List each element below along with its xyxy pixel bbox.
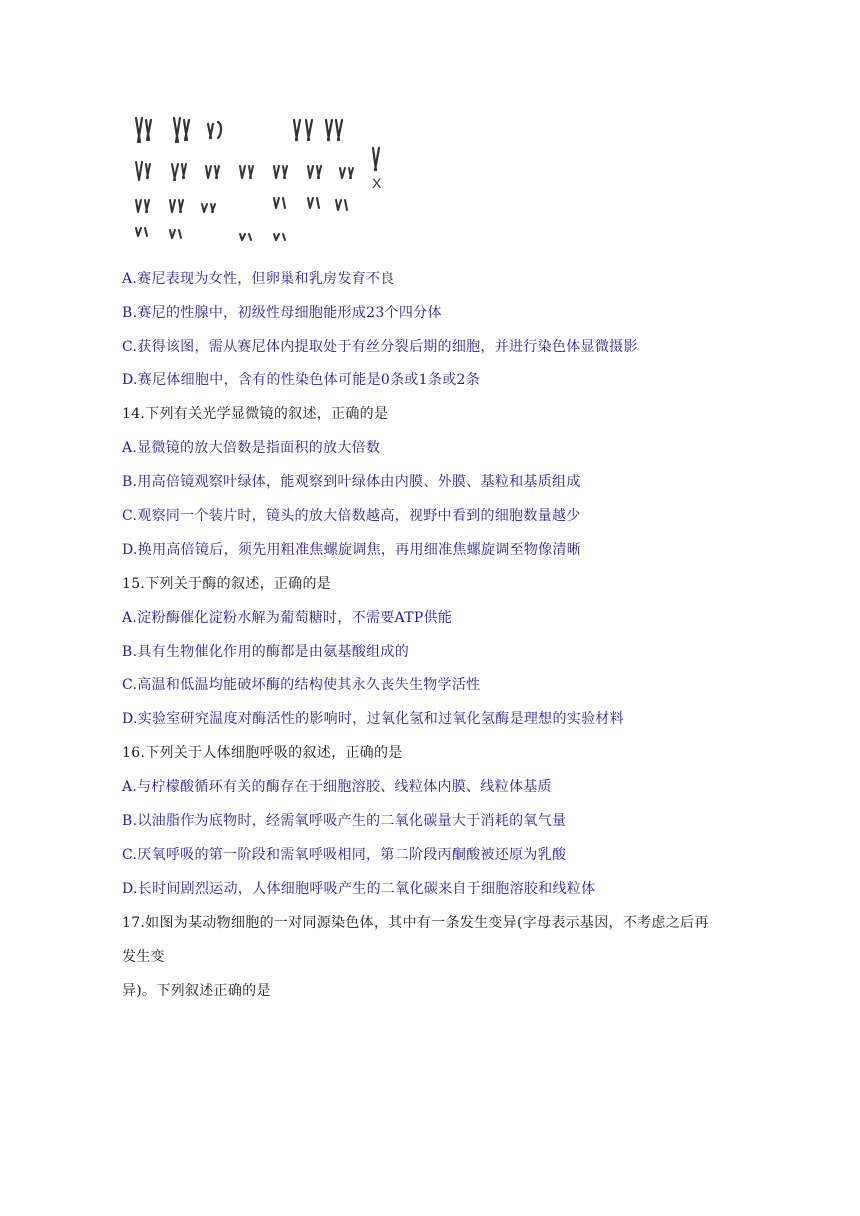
karyotype-figure: [122, 108, 390, 250]
line-11: A.淀粉酶催化淀粉水解为葡萄糖时，不需要ATP供能: [122, 610, 453, 626]
line-9: D.换用高倍镜后，须先用粗准焦螺旋调焦，再用细准焦螺旋调至物像清晰: [122, 542, 582, 558]
line-1: A.赛尼表现为女性，但卵巢和乳房发育不良: [122, 271, 395, 287]
line-2: B.赛尼的性腺中，初级性母细胞能形成23个四分体: [122, 305, 442, 321]
line-3: C.获得该图，需从赛尼体内提取处于有丝分裂后期的细胞，并进行染色体显微摄影: [122, 339, 638, 355]
line-21: 发生变: [122, 949, 165, 965]
x-chromosome-label: X: [372, 175, 382, 191]
line-10: 15.下列关于酶的叙述，正确的是: [122, 576, 332, 592]
line-5: 14.下列有关光学显微镜的叙述，正确的是: [122, 406, 389, 422]
line-6: A.显微镜的放大倍数是指面积的放大倍数: [122, 440, 381, 456]
line-17: B.以油脂作为底物时，经需氧呼吸产生的二氧化碳量大于消耗的氧气量: [122, 813, 567, 829]
line-19: D.长时间剧烈运动，人体细胞呼吸产生的二氧化碳来自于细胞溶胶和线粒体: [122, 881, 596, 897]
line-14: D.实验室研究温度对酶活性的影响时，过氧化氢和过氧化氢酶是理想的实验材料: [122, 711, 624, 727]
line-18: C.厌氧呼吸的第一阶段和需氧呼吸相同，第二阶段丙酮酸被还原为乳酸: [122, 847, 567, 863]
line-15: 16.下列关于人体细胞呼吸的叙述，正确的是: [122, 745, 403, 761]
karyotype-image: [122, 108, 390, 250]
line-20: 17.如图为某动物细胞的一对同源染色体，其中有一条发生变异(字母表示基因，不考虑之后再: [122, 915, 709, 931]
line-16: A.与柠檬酸循环有关的酶存在于细胞溶胶、线粒体内膜、线粒体基质: [122, 779, 552, 795]
line-8: C.观察同一个装片时，镜头的放大倍数越高，视野中看到的细胞数量越少: [122, 508, 581, 524]
line-7: B.用高倍镜观察叶绿体，能观察到叶绿体由内膜、外膜、基粒和基质组成: [122, 474, 581, 490]
line-22: 异)。下列叙述正确的是: [122, 983, 271, 999]
line-4: D.赛尼体细胞中，含有的性染色体可能是0条或1条或2条: [122, 372, 480, 388]
line-12: B.具有生物催化作用的酶都是由氨基酸组成的: [122, 644, 410, 660]
line-13: C.高温和低温均能破坏酶的结构使其永久丧失生物学活性: [122, 677, 481, 693]
